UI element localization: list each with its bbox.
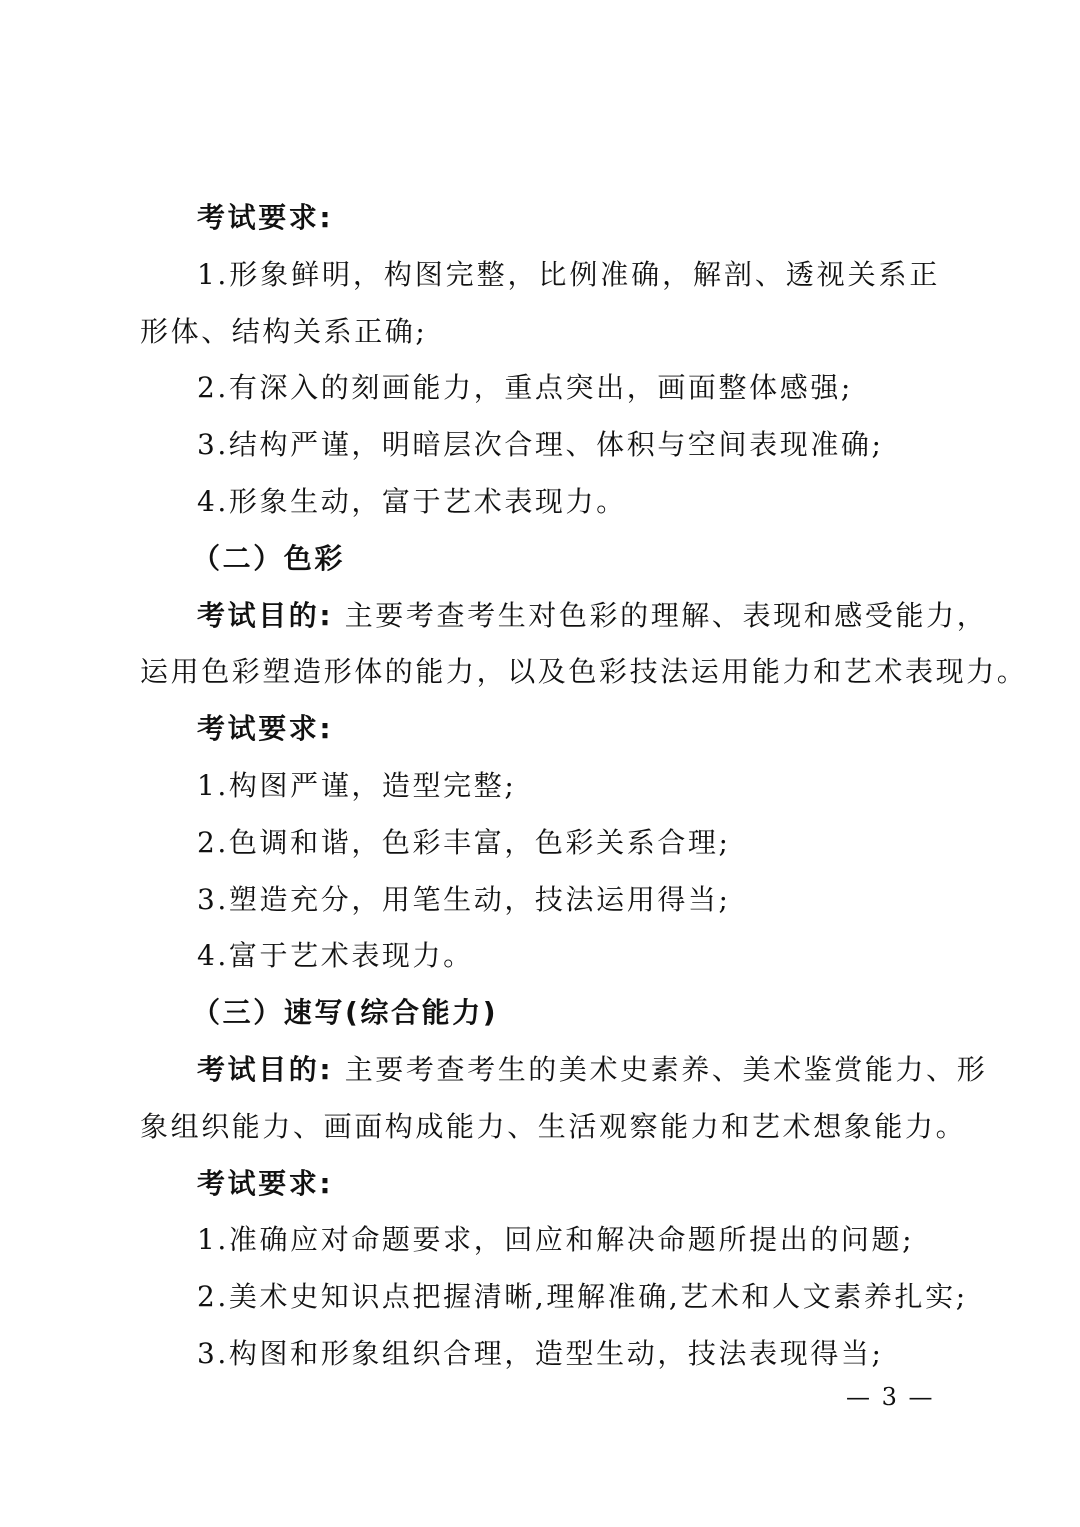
- paragraph-line: 2.色调和谐，色彩丰富，色彩关系合理;: [197, 825, 731, 859]
- section-heading-sketch: （三）速写(综合能力): [192, 996, 499, 1030]
- footer: [0, 1377, 1080, 1417]
- paragraph-text: 主要考查考生对色彩的理解、表现和感受能力，: [333, 598, 988, 632]
- page-content: [140, 190, 1028, 1383]
- paragraph-line: 4.形象生动，富于艺术表现力。: [197, 484, 627, 518]
- heading-exam-requirements: 考试要求:: [197, 712, 334, 746]
- paragraph-line: 1.准确应对命题要求，回应和解决命题所提出的问题;: [197, 1223, 915, 1257]
- paragraph-line: 4.富于艺术表现力。: [197, 939, 474, 973]
- section-heading-color: （二）色彩: [192, 541, 346, 575]
- label-exam-purpose: 考试目的:: [197, 1052, 334, 1086]
- heading-exam-requirements: 考试要求:: [197, 201, 334, 234]
- paragraph-exam-purpose: [140, 1042, 988, 1099]
- paragraph-line: 象组织能力、画面构成能力、生活观察能力和艺术想象能力。: [140, 1109, 967, 1143]
- paragraph-line: 2.美术史知识点把握清晰,理解准确,艺术和人文素养扎实;: [197, 1280, 968, 1314]
- label-exam-purpose: 考试目的:: [197, 598, 334, 632]
- page-number: — 3 —: [846, 1383, 935, 1411]
- paragraph-line: 3.结构严谨，明暗层次合理、体积与空间表现准确;: [197, 428, 884, 462]
- paragraph-exam-purpose: [140, 588, 988, 645]
- paragraph-line: 2.有深入的刻画能力，重点突出，画面整体感强;: [197, 371, 853, 405]
- paragraph-line: 运用色彩塑造形体的能力，以及色彩技法运用能力和艺术表现力。: [140, 655, 1028, 689]
- heading-exam-requirements: 考试要求:: [197, 1166, 334, 1200]
- paragraph-line: 3.构图和形象组织合理，造型生动，技法表现得当;: [197, 1336, 884, 1370]
- paragraph-line: 3.塑造充分，用笔生动，技法运用得当;: [197, 882, 731, 916]
- paragraph-text: 主要考查考生的美术史素养、美术鉴赏能力、形: [333, 1052, 988, 1086]
- paragraph-line: 形体、结构关系正确;: [140, 314, 428, 348]
- paragraph-line: 1.形象鲜明，构图完整，比例准确，解剖、透视关系正: [197, 257, 940, 291]
- paragraph-line: 1.构图严谨，造型完整;: [197, 768, 517, 802]
